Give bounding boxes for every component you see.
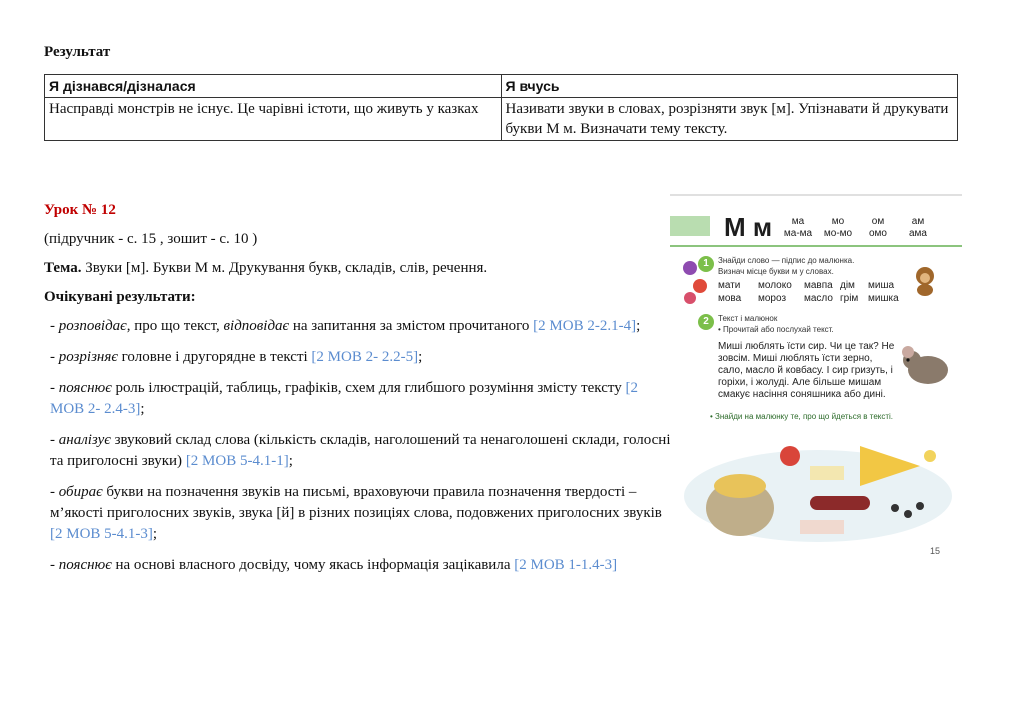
outcome-code: [2 МОВ 2- 2.2-5] xyxy=(311,349,419,365)
syllable: ом xyxy=(871,216,885,227)
outcome-code: [2 МОВ 2- 2.4-3] xyxy=(50,380,638,417)
outcome-item: - розрізняє головне і другорядне в тексті [2 МОВ 2- 2.2-5]; xyxy=(50,349,423,365)
word: молоко xyxy=(758,280,792,291)
task2-instruction: • Прочитай або послухай текст. xyxy=(718,325,834,334)
outcome-item: - пояснює на основі власного досвіду, чому якась інформація зацікавила [2 МОВ 1-1.4-3] xyxy=(50,557,618,573)
learning-cell: Називати звуки в словах, розрізняти звук [м]. Упізнавати й друкувати букви М м. Визначати тему тексту. xyxy=(501,98,958,141)
page-number: 15 xyxy=(929,546,940,556)
task-number: 1 xyxy=(698,256,714,272)
word: мавпа xyxy=(804,280,833,291)
mouse-icon xyxy=(898,340,954,390)
story-text: Миші люблять їсти сир. Чи це так? Не зовсім. Миші люблять їсти зерно, сало, масло й ковбасу. І сир гризуть, і горіхи, і жолуді. Але більше мишам смакує насіння соняшника або дині. xyxy=(718,341,895,400)
word: мати xyxy=(718,280,741,291)
lesson-title: Урок № 12 xyxy=(44,202,116,218)
syllable: ма xyxy=(791,216,805,227)
task2-question: • Знайди на малюнку те, про що йдеться в тексті. xyxy=(710,412,894,421)
outcome-verb: розрізняє xyxy=(58,349,118,365)
outcome-verb: розповідає xyxy=(58,318,127,334)
task1-instruction: Знайди слово — підпис до малюнка. xyxy=(718,256,855,265)
outcome-code: [2 МОВ 5-4.1-1] xyxy=(185,453,289,469)
lesson-block xyxy=(44,200,674,586)
outcome-item: - розповідає, про що текст, відповідає на запитання за змістом прочитаного [2 МОВ 2-2.1-4]; xyxy=(50,318,641,334)
lesson-topic xyxy=(44,258,674,279)
food-illustration-icon xyxy=(680,426,956,546)
outcome-code: [2 МОВ 5-4.1-3] xyxy=(50,526,153,542)
syllable: мо-мо xyxy=(823,228,853,239)
word: миша xyxy=(868,280,895,291)
outcome-verb: обирає xyxy=(58,484,103,500)
task2-instruction: Текст і малюнок xyxy=(718,314,778,323)
word: дім xyxy=(840,280,855,291)
topic-text: Звуки [м]. Букви М м. Друкування букв, складів, слів, речення. xyxy=(81,260,488,276)
learned-cell: Насправді монстрів не існує. Це чарівні істоти, що живуть у казках xyxy=(45,98,502,141)
word: мишка xyxy=(868,293,899,304)
learning-header: Я вчусь xyxy=(501,75,958,98)
header-accent xyxy=(670,216,710,236)
syllable: ама xyxy=(909,228,927,239)
lesson-pages: (підручник - с. 15 , зошит - с. 10 ) xyxy=(44,231,258,247)
fruit-pictures-icon xyxy=(678,258,714,306)
result-heading: Результат xyxy=(44,44,111,60)
task-number: 2 xyxy=(698,314,714,330)
syllable: ма-ма xyxy=(783,228,813,239)
letters-title: М м xyxy=(724,212,773,242)
header-line xyxy=(670,245,962,247)
outcomes-heading: Очікувані результати: xyxy=(44,289,196,305)
outcome-item: - обирає букви на позначення звуків на письмі, враховуючи правила позначення твердості – м’якості приголосних звуків, звука [й] в різних позиціях слова, подовжених приголосних звуків [2 МОВ 5-4.1-3]; xyxy=(50,484,662,542)
outcome-item: - аналізує звуковий склад слова (кількість складів, наголошений та ненаголошені склади, голосні та приголосні звуки) [2 МОВ 5-4.1-1]; xyxy=(50,432,671,469)
outcome-item: - пояснює роль ілюстрацій, таблиць, графіків, схем для глибшого розуміння змісту тексту [2 МОВ 2- 2.4-3]; xyxy=(50,380,638,417)
syllable: омо xyxy=(869,228,887,239)
outcome-code: [2 МОВ 2-2.1-4] xyxy=(533,318,637,334)
word: грім xyxy=(840,293,859,304)
word: масло xyxy=(804,293,833,304)
word: мороз xyxy=(758,293,787,304)
outcome-verb: аналізує xyxy=(58,432,111,448)
result-table xyxy=(44,74,958,141)
learned-header: Я дізнався/дізналася xyxy=(45,75,502,98)
outcome-verb: пояснює xyxy=(58,557,112,573)
outcome-verb: пояснює xyxy=(58,380,112,396)
topic-label: Тема. xyxy=(44,260,82,276)
word: мова xyxy=(718,293,742,304)
monkey-icon xyxy=(908,262,942,296)
syllable: мо xyxy=(831,216,845,227)
outcome-verb: відповідає xyxy=(223,318,290,334)
syllable: ам xyxy=(911,216,925,227)
task1-instruction: Визнач місце букви м у словах. xyxy=(718,267,834,276)
outcome-code: [2 МОВ 1-1.4-3] xyxy=(514,557,618,573)
textbook-page xyxy=(670,194,962,566)
